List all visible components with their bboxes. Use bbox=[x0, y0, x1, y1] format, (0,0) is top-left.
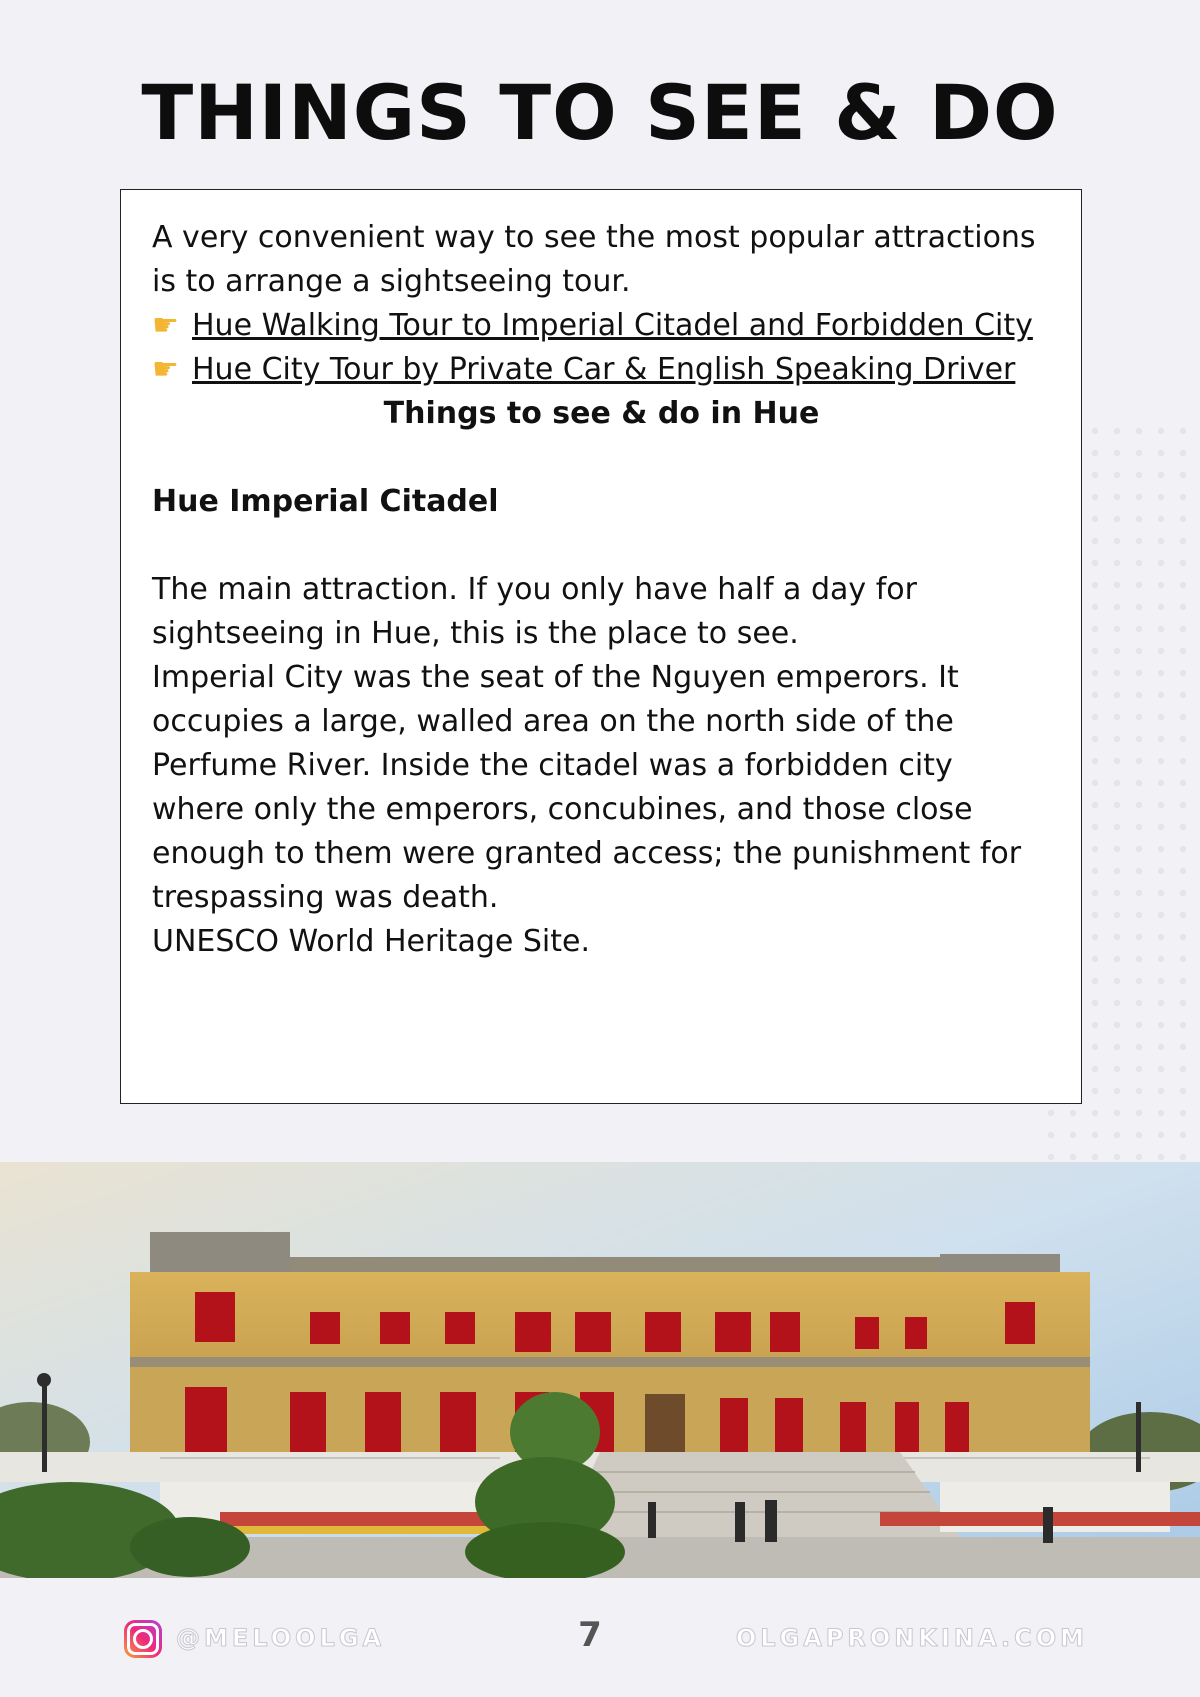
page-number: 7 bbox=[578, 1615, 602, 1655]
page-footer bbox=[0, 1605, 1200, 1665]
content-card bbox=[120, 189, 1082, 1104]
city-tour-link[interactable]: Hue City Tour by Private Car & English Speaking Driver bbox=[192, 352, 1016, 387]
page-title: THINGS TO SEE & DO bbox=[141, 68, 1059, 157]
tour-link-item bbox=[152, 304, 1051, 348]
tour-link-item bbox=[152, 348, 1051, 392]
body-paragraph: UNESCO World Heritage Site. bbox=[152, 924, 591, 959]
body-paragraph: Imperial City was the seat of the Nguyen emperors. It occupies a large, walled area on the north side of the Perfume River. Inside the citadel was a forbidden city where only the emperors, concubines, and those close enough to them were granted access; the punishment for trespassing was death. bbox=[152, 660, 1022, 915]
instagram-handle[interactable]: @MELOOLGA bbox=[176, 1624, 386, 1652]
attraction-heading: Hue Imperial Citadel bbox=[152, 484, 499, 519]
walking-tour-link[interactable]: Hue Walking Tour to Imperial Citadel and Forbidden City bbox=[192, 308, 1033, 343]
intro-text: A very convenient way to see the most popular attractions is to arrange a sightseeing tour. bbox=[152, 220, 1036, 299]
citadel-photo bbox=[0, 1162, 1200, 1578]
website-link[interactable]: OLGAPRONKINA.COM bbox=[735, 1624, 1088, 1652]
pointing-hand-icon: ☛ bbox=[152, 308, 179, 343]
pointing-hand-icon: ☛ bbox=[152, 352, 179, 387]
body-paragraph: The main attraction. If you only have half a day for sightseeing in Hue, this is the place to see. bbox=[152, 572, 917, 651]
instagram-icon[interactable] bbox=[124, 1620, 162, 1658]
section-heading: Things to see & do in Hue bbox=[383, 396, 820, 431]
